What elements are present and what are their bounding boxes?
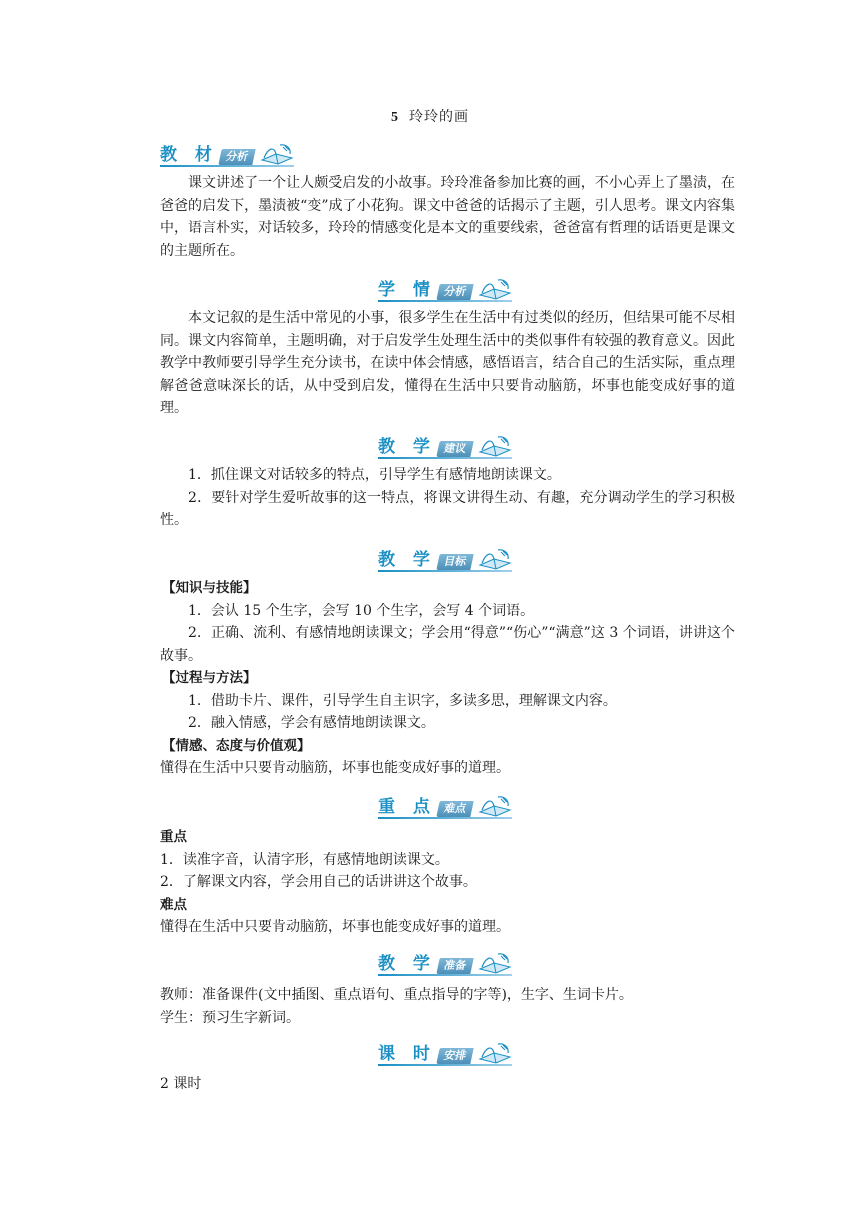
badge-tab-text: 准备	[436, 958, 473, 974]
section-header-key-points	[378, 793, 518, 819]
open-book-icon	[258, 142, 298, 166]
section-teaching-objectives	[160, 577, 735, 780]
lesson-number: 5	[391, 110, 399, 125]
badge-main-text: 重 点	[378, 797, 436, 817]
badge-main-text: 学 情	[378, 280, 436, 300]
paragraph: 懂得在生活中只要肯动脑筋，坏事也能变成好事的道理。	[160, 760, 510, 776]
label-key-points: 重点	[160, 829, 187, 845]
section-header-teaching-suggestions	[378, 433, 518, 459]
badge-tab-text: 难点	[436, 801, 473, 817]
badge-tab-text: 目标	[436, 554, 473, 570]
badge-tab-text: 分析	[218, 149, 255, 165]
section-teaching-suggestions	[160, 464, 735, 532]
open-book-icon	[476, 547, 516, 571]
paragraph: 课文讲述了一个让人颇受启发的小故事。玲玲准备参加比赛的画，不小心弄上了墨渍，在爸爸的启发下，墨渍被“变”成了小花狗。课文中爸爸的话揭示了主题，引人思考。课文内容集中，语言朴实，对话较多，玲玲的情感变化是本文的重要线索，爸爸富有哲理的话语更是课文的主题所在。	[160, 175, 735, 259]
section-key-points	[160, 826, 735, 939]
list-item: 1．读准字音，认清字形，有感情地朗读课文。	[160, 851, 449, 868]
badge-tab-text: 分析	[436, 284, 473, 300]
open-book-icon	[476, 951, 516, 975]
section-header-teaching-objectives	[378, 546, 518, 572]
subheading-knowledge-skills: 【知识与技能】	[162, 580, 257, 596]
badge-main-text: 教 材	[160, 145, 218, 165]
list-item: 2．正确、流利、有感情地朗读课文；学会用“得意”“伤心”“满意”这 3 个词语，讲讲这个故事。	[160, 625, 735, 664]
badge-main-text: 课 时	[378, 1044, 436, 1064]
class-hours: 2 课时	[160, 1076, 202, 1092]
section-student-analysis	[160, 307, 735, 420]
student-preparation: 学生：预习生字新词。	[160, 1009, 300, 1026]
list-item: 2．融入情感，学会有感情地朗读课文。	[188, 715, 435, 731]
open-book-icon	[476, 1041, 516, 1065]
section-textbook-analysis	[160, 172, 735, 262]
paragraph: 懂得在生活中只要肯动脑筋，坏事也能变成好事的道理。	[160, 919, 510, 935]
badge-main-text: 教 学	[378, 550, 436, 570]
page-title	[0, 106, 860, 126]
section-header-teaching-preparation	[378, 950, 518, 976]
subheading-process-methods: 【过程与方法】	[162, 670, 257, 686]
badge-tab-text: 建议	[436, 441, 473, 457]
list-item: 1．抓住课文对话较多的特点，引导学生有感情地朗读课文。	[188, 467, 561, 483]
list-item: 1．借助卡片、课件，引导学生自主识字，多读多思，理解课文内容。	[188, 692, 617, 709]
section-header-student-analysis	[378, 276, 518, 302]
section-header-textbook-analysis	[160, 141, 300, 167]
section-class-schedule	[160, 1073, 735, 1096]
open-book-icon	[476, 277, 516, 301]
open-book-icon	[476, 794, 516, 818]
section-header-class-schedule	[378, 1040, 518, 1066]
badge-tab-text: 安排	[436, 1048, 473, 1064]
teacher-preparation: 教师：准备课件(文中插图、重点语句、重点指导的字等)，生字、生词卡片。	[160, 987, 633, 1003]
badge-main-text: 教 学	[378, 437, 436, 457]
list-item: 1．会认 15 个生字，会写 10 个生字，会写 4 个词语。	[188, 602, 535, 619]
subheading-emotion-values: 【情感、态度与价值观】	[162, 737, 311, 754]
label-difficult-points: 难点	[160, 896, 187, 913]
list-item: 2．了解课文内容，学会用自己的话讲讲这个故事。	[160, 874, 477, 890]
badge-main-text: 教 学	[378, 954, 436, 974]
paragraph: 本文记叙的是生活中常见的小事，很多学生在生活中有过类似的经历，但结果可能不尽相同。课文内容简单，主题明确，对于启发学生处理生活中的类似事件有较强的教育意义。因此教学中教师要引导学生充分读书，在读中体会情感，感悟语言，结合自己的生活实际，重点理解爸爸意味深长的话，从中受到启发，懂得在生活中只要肯动脑筋，坏事也能变成好事的道理。	[160, 310, 735, 416]
lesson-title: 玲玲的画	[409, 109, 469, 125]
open-book-icon	[476, 434, 516, 458]
section-teaching-preparation	[160, 984, 735, 1029]
list-item: 2．要针对学生爱听故事的这一特点，将课文讲得生动、有趣，充分调动学生的学习积极性。	[160, 489, 735, 528]
